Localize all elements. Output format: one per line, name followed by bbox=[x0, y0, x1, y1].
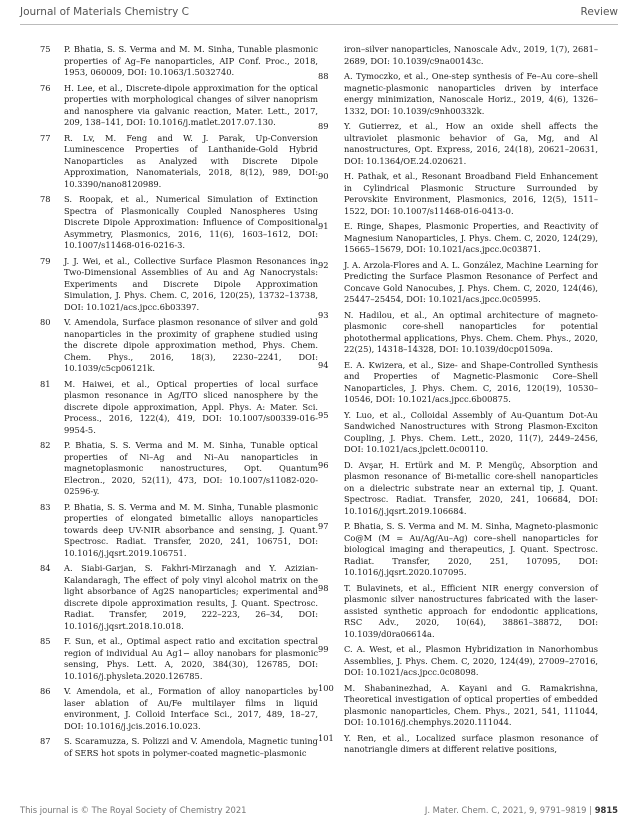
reference-number: 82 bbox=[40, 440, 51, 450]
copyright-notice: This journal is © The Royal Society of Chemistry 2021 bbox=[20, 805, 247, 815]
reference-text: E. Ringe, Shapes, Plasmonic Properties, and Reactivity of Magnesium Nanoparticles, J. Phys. Chem. C, 2020, 124(29), 15665–15679, DOI: 10.1021/acs.jpcc.0c03871. bbox=[344, 221, 598, 254]
reference-text: M. Haiwei, et al., Optical properties of local surface plasmon resonance in Ag/ITO sliced nanosphere by the discrete dipole approximation, Appl. Phys. A: Mater. Sci. Process., 2016, 122(4), 419, DOI: 10.1007/s00339-016-9954-5. bbox=[64, 378, 318, 435]
reference-text: H. Pathak, et al., Resonant Broadband Field Enhancement in Cylindrical Plasmonic Structure Surrounded by Perovskite Environment, Plasmonics, 2016, 12(5), 1511–1522, DOI: 10.1007/s11468-016-0413-0. bbox=[344, 171, 598, 216]
reference-number: 91 bbox=[318, 221, 329, 231]
reference-number: 88 bbox=[318, 71, 329, 81]
reference-number: 95 bbox=[318, 409, 329, 420]
reference-text: P. Bhatia, S. S. Verma and M. M. Sinha, Tunable plasmonic properties of elongated bimetallic alloys nanoparticles towards deep UV-NIR absorbance and sensing, J. Quant. Spectrosc. Radiat. Transfer, 2020, 241, 106751, DOI: 10.1016/j.jqsrt.2019.106751. bbox=[64, 501, 318, 558]
reference-entry bbox=[40, 317, 318, 375]
reference-text: Y. Ren, et al., Localized surface plasmon resonance of nanotriangle dimers at different relative positions, bbox=[344, 732, 598, 754]
reference-text: R. Lv, M. Feng and W. J. Parak, Up-Conversion Luminescence Properties of Lanthanide-Gold Hybrid Nanoparticles as Analyzed with Discrete Dipole Approximation, Nanomaterials, 2018, 8(12), 989, DOI: 10.3390/nano8120989. bbox=[64, 132, 318, 189]
reference-number: 80 bbox=[40, 317, 51, 327]
reference-entry bbox=[40, 194, 318, 252]
reference-entry bbox=[318, 259, 598, 306]
reference-entry bbox=[318, 309, 598, 356]
reference-number: 84 bbox=[40, 563, 51, 573]
reference-entry bbox=[318, 582, 598, 641]
reference-text: S. Scaramuzza, S. Polizzi and V. Amendola, Magnetic tuning of SERS hot spots in polymer-coated magnetic–plasmonic bbox=[64, 736, 318, 758]
reference-text: J. J. Wei, et al., Collective Surface Plasmon Resonances in Two-Dimensional Assemblies of Au and Ag Nanocrystals: Experiments and Discrete Dipole Approximation Simulation, J. Phys. Chem. C, 2016, 120(25), 13732–13738, DOI: 10.1021/acs.jpcc.6b03397. bbox=[64, 255, 318, 312]
reference-text: S. Roopak, et al., Numerical Simulation of Extinction Spectra of Plasmonically Coupled Nanospheres Using Discrete Dipole Approximation: Influence of Compositional Asymmetry, Plasmonics, 2016, 11(6), 1603–1612, DOI: 10.1007/s11468-016-0216-3. bbox=[64, 194, 318, 250]
reference-text: D. Avşar, H. Ertürk and M. P. Mengüç, Absorption and plasmon resonance of Bi-metallic core-shell nanoparticles on a dielectric substrate near an external tip, J. Quant. Spectrosc. Radiat. Transfer, 2020, 241, 106684, DOI: 10.1016/j.jqsrt.2019.106684. bbox=[344, 459, 598, 516]
reference-number: 96 bbox=[318, 459, 329, 470]
reference-number: 89 bbox=[318, 121, 329, 131]
references-left-column bbox=[40, 44, 318, 763]
reference-entry bbox=[318, 459, 598, 518]
reference-entry bbox=[40, 255, 318, 314]
reference-text: F. Sun, et al., Optimal aspect ratio and excitation spectral region of individual Au Ag1− alloy nanobars for plasmonic sensing, Phys. Lett. A, 2020, 384(30), 126785, DOI: 10.1016/j.physleta.2020.126785. bbox=[64, 636, 318, 681]
reference-text: A. Siabi-Garjan, S. Fakhri-Mirzanagh and Y. Azizian-Kalandaragh, The effect of poly vinyl alcohol matrix on the light absorbance of Ag2S nanoparticles; experimental and discrete dipole approximation results, J. Quant. Spectrosc. Radiat. Transfer, 2019, 222–223, 26–34, DOI: 10.1016/j.jqsrt.2018.10.018. bbox=[64, 563, 318, 631]
reference-text: V. Amendola, et al., Formation of alloy nanoparticles by laser ablation of Au/Fe multilayer films in liquid environment, J. Colloid Interface Sci., 2017, 489, 18–27, DOI: 10.1016/j.jcis.2016.10.023. bbox=[64, 686, 318, 731]
reference-entry bbox=[40, 440, 318, 498]
reference-number: 83 bbox=[40, 501, 51, 512]
reference-number: 100 bbox=[318, 682, 334, 693]
reference-number: 86 bbox=[40, 686, 51, 696]
reference-number: 94 bbox=[318, 359, 329, 370]
reference-number: 98 bbox=[318, 582, 329, 593]
reference-entry bbox=[318, 171, 598, 217]
reference-number: 101 bbox=[318, 732, 334, 743]
reference-text: M. Shabaninezhad, A. Kayani and G. Ramakrishna, Theoretical investigation of optical properties of embedded plasmonic nanoparticles, Chem. Phys., 2021, 541, 111044, DOI: 10.1016/j.chemphys.2020.111044. bbox=[344, 682, 598, 727]
reference-text: T. Bulavinets, et al., Efficient NIR energy conversion of plasmonic silver nanostructures fabricated with the laser-assisted synthetic approach for endodontic applications, RSC Adv., 2020, 10(64), 38861–38872, DOI: 10.1039/d0ra06614a. bbox=[344, 582, 598, 639]
reference-entry bbox=[318, 644, 598, 679]
reference-number: 90 bbox=[318, 171, 329, 181]
reference-number: 78 bbox=[40, 194, 51, 204]
reference-number: 99 bbox=[318, 644, 329, 654]
reference-entry bbox=[318, 682, 598, 729]
reference-entry bbox=[318, 359, 598, 406]
reference-text: N. Hadilou, et al., An optimal architecture of magneto-plasmonic core-shell nanoparticles for potential photothermal applications, Phys. Chem. Chem. Phys., 2020, 22(25), 14318–14328, DOI: 10.1039/d0cp01509a. bbox=[344, 309, 598, 354]
footer-citation-group bbox=[425, 805, 618, 815]
reference-entry bbox=[318, 221, 598, 256]
reference-number: 75 bbox=[40, 44, 51, 54]
reference-number: 93 bbox=[318, 309, 329, 320]
reference-number: 76 bbox=[40, 82, 51, 93]
reference-number: 92 bbox=[318, 259, 329, 270]
reference-entry bbox=[40, 44, 318, 79]
reference-number: 77 bbox=[40, 132, 51, 143]
reference-entry bbox=[318, 732, 598, 756]
running-header bbox=[20, 4, 618, 20]
running-footer bbox=[20, 803, 618, 817]
reference-number: 87 bbox=[40, 736, 51, 746]
reference-entry bbox=[318, 409, 598, 456]
page-number: 9815 bbox=[594, 805, 618, 815]
reference-text: H. Lee, et al., Discrete-dipole approximation for the optical properties with morphological changes of silver nanoprism and nanosphere via galvanic reaction, Mater. Lett., 2017, 209, 138–141, DOI: 10.1016/j.matlet.2017.07.130. bbox=[64, 82, 318, 127]
reference-text: J. A. Arzola-Flores and A. L. González, Machine Learning for Predicting the Surface Plasmon Resonance of Perfect and Concave Gold Nanocubes, J. Phys. Chem. C, 2020, 124(46), 25447–25454, DOI: 10.1021/acs.jpcc.0c05995. bbox=[344, 259, 598, 304]
journal-citation: J. Mater. Chem. C, 2021, 9, 9791–9819 bbox=[424, 805, 587, 815]
reference-entry bbox=[318, 521, 598, 579]
reference-number: 97 bbox=[318, 521, 329, 531]
header-divider bbox=[20, 24, 618, 25]
reference-text: Y. Gutierrez, et al., How an oxide shell affects the ultraviolet plasmonic behavior of Ga, Mg, and Al nanostructures, Opt. Express, 2016, 24(18), 20621–20631, DOI: 10.1364/OE.24.020621. bbox=[344, 121, 598, 166]
reference-entry bbox=[40, 82, 318, 129]
reference-text: A. Tymoczko, et al., One-step synthesis of Fe–Au core–shell magnetic-plasmonic nanoparticles driven by interface energy minimization, Nanoscale Horiz., 2019, 4(6), 1326–1332, DOI: 10.1039/c9nh00332k. bbox=[344, 71, 598, 116]
reference-entry bbox=[318, 71, 598, 117]
reference-entry bbox=[40, 636, 318, 682]
reference-entry bbox=[318, 121, 598, 167]
reference-text: C. A. West, et al., Plasmon Hybridization in Nanorhombus Assemblies, J. Phys. Chem. C, 2020, 124(49), 27009–27016, DOI: 10.1021/acs.jpcc.0c08098. bbox=[344, 644, 598, 677]
reference-entry bbox=[40, 736, 318, 759]
reference-text: P. Bhatia, S. S. Verma and M. M. Sinha, Magneto-plasmonic Co@M (M = Au/Ag/Au–Ag) core–shell nanoparticles for biological imaging and therapeutics, J. Quant. Spectrosc. Radiat. Transfer, 2020, 251, 107095, DOI: 10.1016/j.jqsrt.2020.107095. bbox=[344, 521, 598, 577]
reference-text: P. Bhatia, S. S. Verma and M. M. Sinha, Tunable optical properties of Ni–Ag and Ni–Au nanoparticles in magnetoplasmonic nanostructures, Opt. Quantum Electron., 2020, 52(11), 473, DOI: 10.1007/s11082-020-02596-y. bbox=[64, 440, 318, 496]
reference-text: iron–silver nanoparticles, Nanoscale Adv., 2019, 1(7), 2681–2689, DOI: 10.1039/c9na00143c. bbox=[344, 44, 598, 66]
reference-text: P. Bhatia, S. S. Verma and M. M. Sinha, Tunable plasmonic properties of Ag–Fe nanoparticles, AIP Conf. Proc., 2018, 1953, 060009, DOI: 10.1063/1.5032740. bbox=[64, 44, 318, 77]
reference-text: Y. Luo, et al., Colloidal Assembly of Au-Quantum Dot-Au Sandwiched Nanostructures with Strong Plasmon-Exciton Coupling, J. Phys. Chem. Lett., 2020, 11(7), 2449–2456, DOI: 10.1021/acs.jpclett.0c00110. bbox=[344, 409, 598, 454]
journal-title: Journal of Materials Chemistry C bbox=[20, 6, 189, 18]
reference-entry bbox=[40, 563, 318, 632]
reference-number: 79 bbox=[40, 255, 51, 266]
reference-entry bbox=[40, 378, 318, 437]
reference-number: 81 bbox=[40, 378, 51, 389]
reference-entry bbox=[40, 686, 318, 732]
reference-text: E. A. Kwizera, et al., Size- and Shape-Controlled Synthesis and Properties of Magnetic-Plasmonic Core–Shell Nanoparticles, J. Phys. Chem. C, 2016, 120(19), 10530–10546, DOI: 10.1021/acs.jpcc.6b00875. bbox=[344, 359, 598, 404]
reference-number: 85 bbox=[40, 636, 51, 646]
reference-entry bbox=[40, 501, 318, 560]
section-label: Review bbox=[580, 6, 618, 18]
references-right-column bbox=[318, 44, 598, 760]
reference-text: V. Amendola, Surface plasmon resonance of silver and gold nanoparticles in the proximity of graphene studied using the discrete dipole approximation method, Phys. Chem. Chem. Phys., 2016, 18(3), 2230–2241, DOI: 10.1039/c5cp06121k. bbox=[64, 317, 318, 373]
reference-entry bbox=[330, 44, 598, 67]
footer-separator: | bbox=[589, 805, 593, 815]
reference-entry bbox=[40, 132, 318, 191]
